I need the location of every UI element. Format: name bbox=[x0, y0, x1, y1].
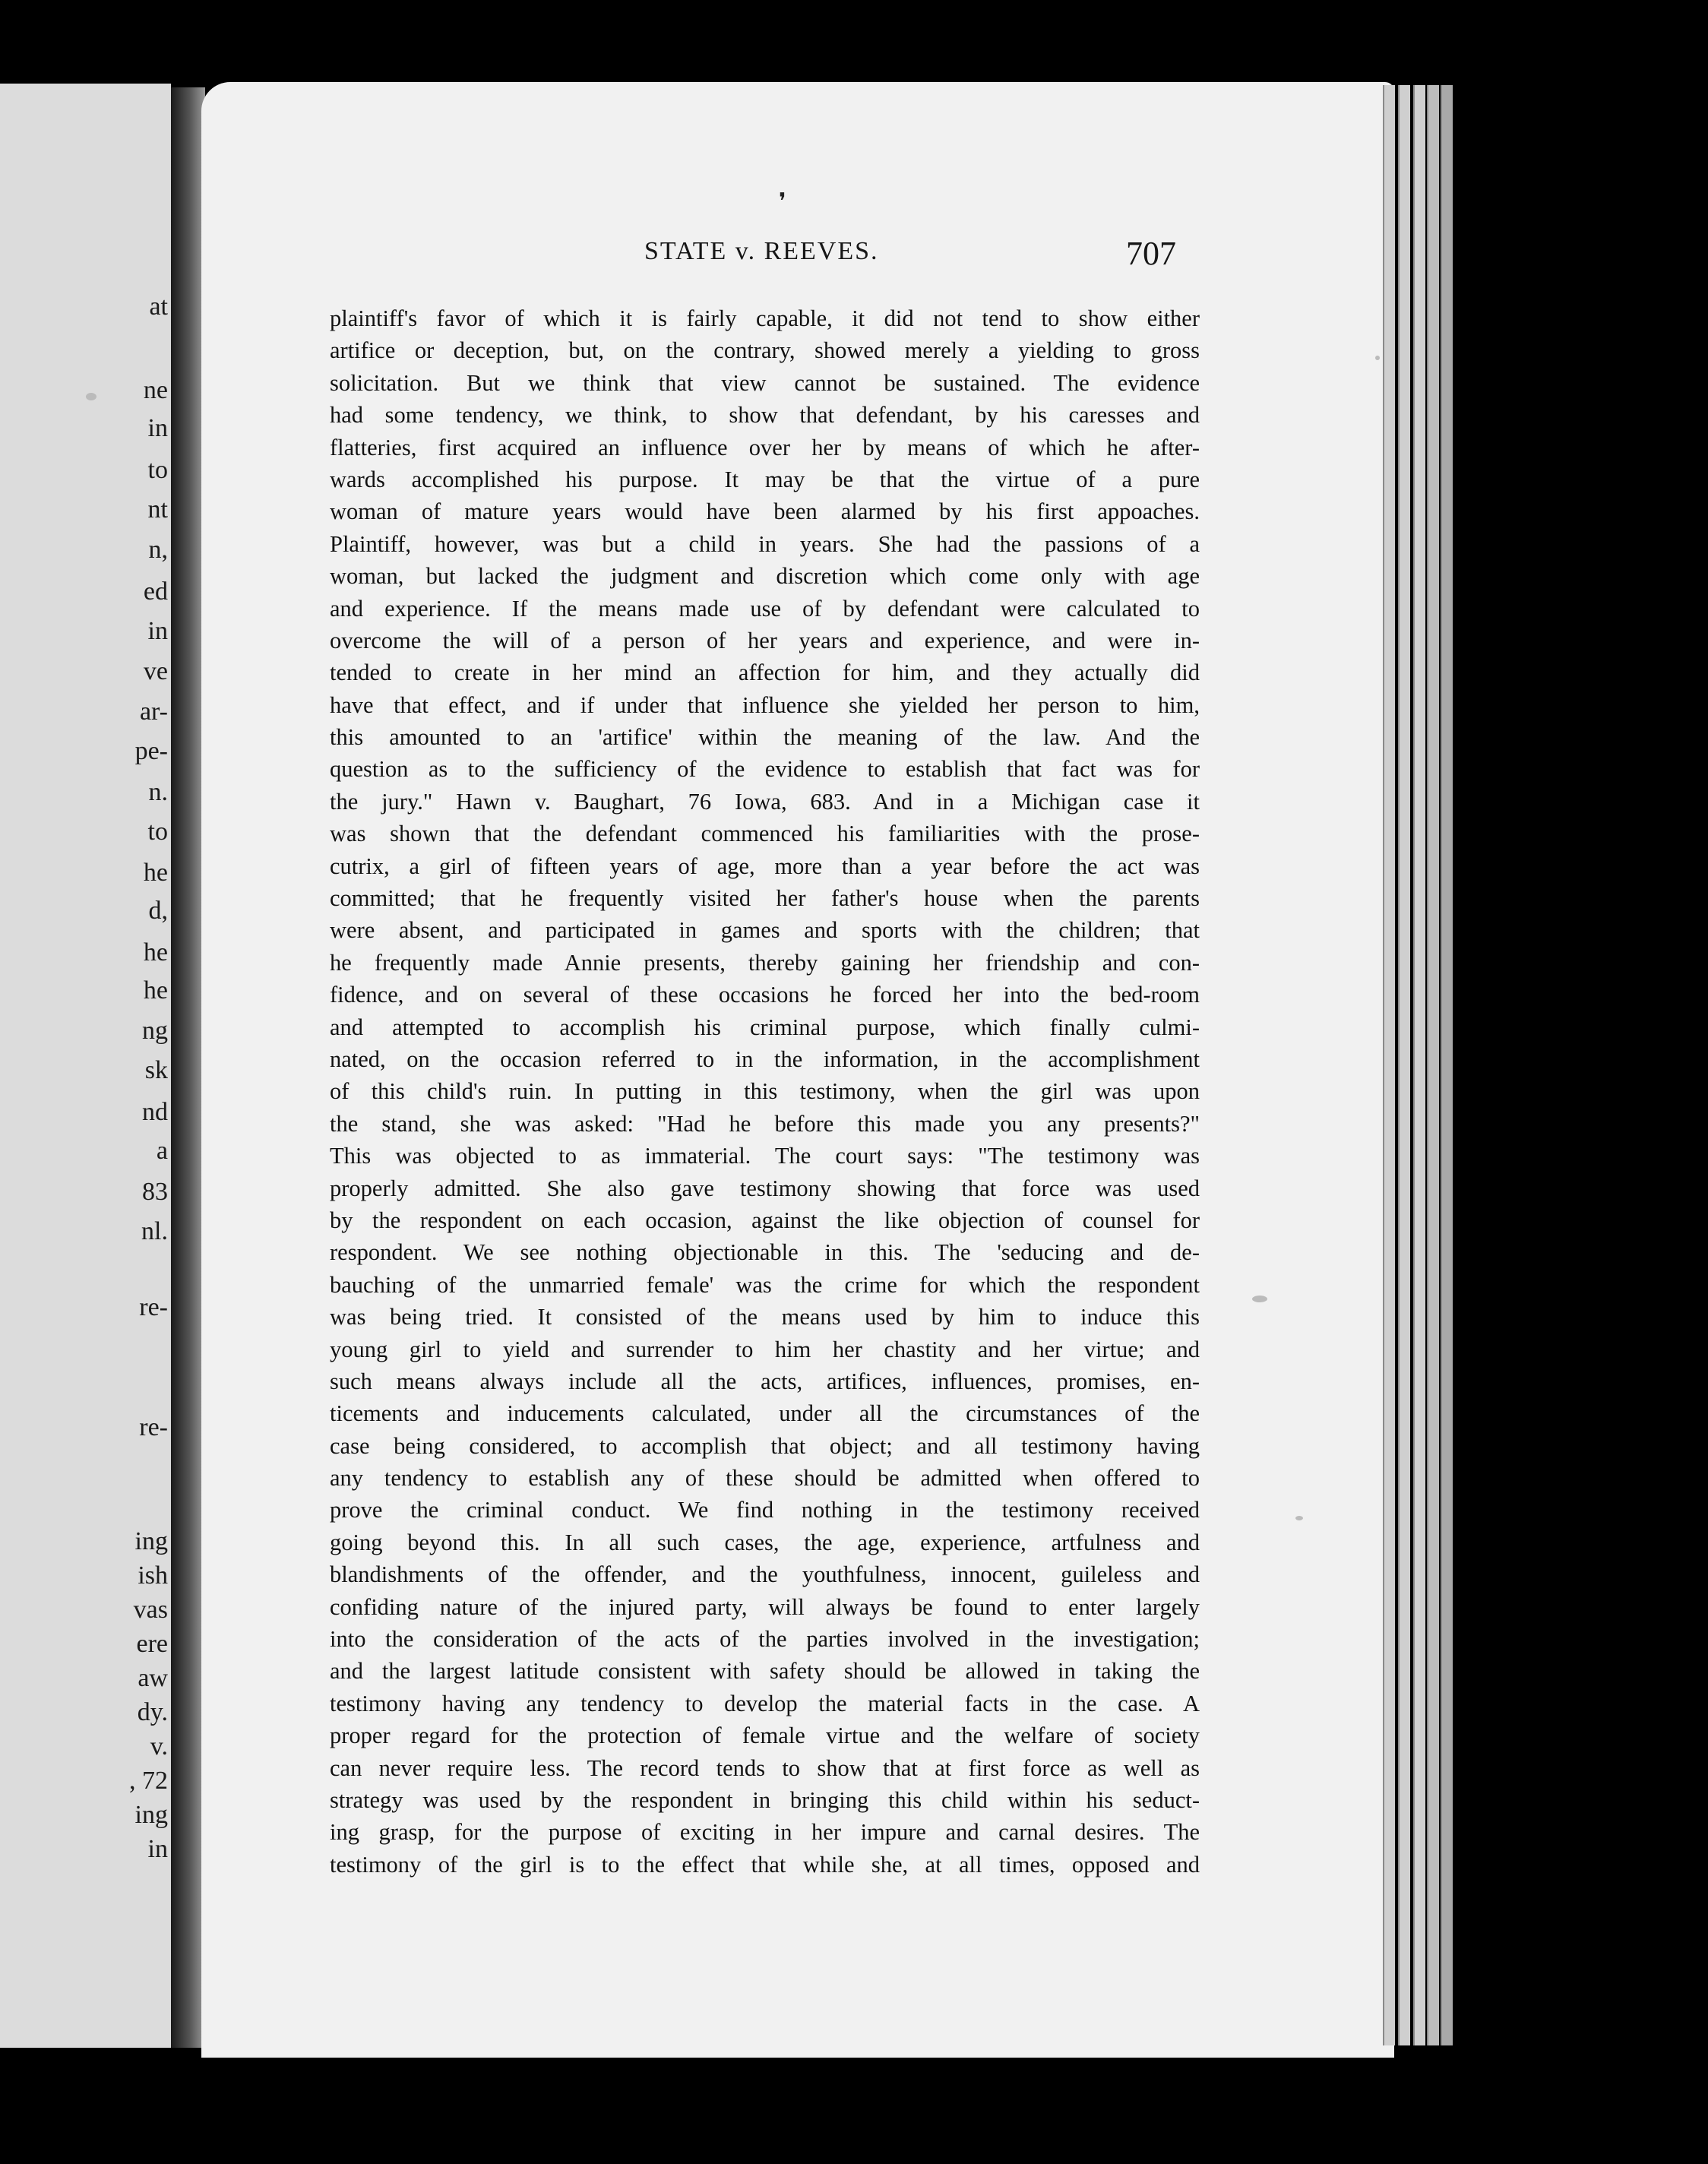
left-page-fragment: to bbox=[147, 818, 168, 846]
text-line: committed; that he frequently visited her father's house when the parents bbox=[330, 885, 1200, 912]
left-page-fragment: a bbox=[156, 1137, 168, 1165]
text-line: bauching of the unmarried female' was the crime for which the respondent bbox=[330, 1271, 1200, 1298]
text-line: have that effect, and if under that influence she yielded her person to him, bbox=[330, 691, 1200, 718]
text-line: cutrix, a girl of fifteen years of age, more than a year before the act was bbox=[330, 853, 1200, 879]
left-page-fragment: he bbox=[143, 938, 168, 967]
left-page-fragment: pe- bbox=[134, 737, 168, 765]
left-page-fragment: dy. bbox=[137, 1698, 168, 1726]
text-line: respondent. We see nothing objectionable in this. The 'seducing and de- bbox=[330, 1239, 1200, 1266]
text-line: going beyond this. In all such cases, the age, experience, artfulness and bbox=[330, 1529, 1200, 1555]
text-line: Plaintiff, however, was but a child in years. She had the passions of a bbox=[330, 530, 1200, 557]
page-number: 707 bbox=[1126, 235, 1176, 272]
text-line: case being considered, to accomplish that object; and all testimony having bbox=[330, 1432, 1200, 1459]
page-edges bbox=[1383, 85, 1463, 2045]
left-page-fragment: ed bbox=[143, 577, 168, 606]
text-line: overcome the will of a person of her years and experience, and were in- bbox=[330, 627, 1200, 653]
left-page-fragment: aw bbox=[138, 1664, 168, 1692]
text-line: nated, on the occasion referred to in the information, in the accomplishment bbox=[330, 1046, 1200, 1072]
left-page-fragment: v. bbox=[150, 1732, 168, 1761]
text-line: into the consideration of the acts of the parties involved in the investigation; bbox=[330, 1626, 1200, 1653]
text-line: artifice or deception, but, on the contrary, showed merely a yielding to gross bbox=[330, 337, 1200, 364]
text-line: young girl to yield and surrender to him her chastity and her virtue; and bbox=[330, 1336, 1200, 1362]
left-page-fragment: he bbox=[143, 859, 168, 887]
text-line: confiding nature of the injured party, will always be found to enter largely bbox=[330, 1593, 1200, 1620]
left-page-fragment: nl. bbox=[141, 1217, 168, 1245]
text-line: strategy was used by the respondent in bringing this child within his seduct- bbox=[330, 1786, 1200, 1813]
text-line: was shown that the defendant commenced his familiarities with the prose- bbox=[330, 821, 1200, 847]
text-line: tended to create in her mind an affection for him, and they actually did bbox=[330, 660, 1200, 686]
text-line: properly admitted. She also gave testimony showing that force was used bbox=[330, 1175, 1200, 1201]
text-line: question as to the sufficiency of the evidence to establish that fact was for bbox=[330, 756, 1200, 783]
left-page-fragment: , 72 bbox=[129, 1767, 168, 1795]
left-page-fragment: at bbox=[149, 293, 168, 321]
text-line: plaintiff's favor of which it is fairly capable, it did not tend to show either bbox=[330, 305, 1200, 331]
text-line: the jury." Hawn v. Baughart, 76 Iowa, 683. And in a Michigan case it bbox=[330, 788, 1200, 815]
left-page-fragment: re- bbox=[139, 1413, 168, 1441]
text-line: this amounted to an 'artifice' within the meaning of the law. And the bbox=[330, 724, 1200, 751]
left-page-fragment: n. bbox=[148, 778, 168, 806]
ink-mark: ❜ bbox=[779, 189, 786, 214]
text-line: wards accomplished his purpose. It may be that the virtue of a pure bbox=[330, 466, 1200, 492]
book-gutter bbox=[171, 87, 205, 2048]
text-line: woman, but lacked the judgment and discretion which come only with age bbox=[330, 563, 1200, 590]
left-page-fragment: ere bbox=[136, 1630, 168, 1658]
text-line: such means always include all the acts, artifices, influences, promises, en- bbox=[330, 1368, 1200, 1394]
left-page-fragment: d, bbox=[148, 897, 168, 925]
left-page-fragment: ne bbox=[143, 376, 168, 404]
text-line: blandishments of the offender, and the youthfulness, innocent, guileless and bbox=[330, 1561, 1200, 1588]
left-page-fragment: vas bbox=[133, 1596, 168, 1624]
text-line: the stand, she was asked: "Had he before this made you any presents?" bbox=[330, 1110, 1200, 1137]
text-line: fidence, and on several of these occasions he forced her into the bed-room bbox=[330, 982, 1200, 1008]
left-page-fragment: in bbox=[147, 414, 168, 442]
text-line: he frequently made Annie presents, thereby gaining her friendship and con- bbox=[330, 949, 1200, 976]
text-line: testimony having any tendency to develop the material facts in the case. A bbox=[330, 1690, 1200, 1716]
text-line: by the respondent on each occasion, against the like objection of counsel for bbox=[330, 1207, 1200, 1233]
left-page-fragment: in bbox=[147, 1835, 168, 1863]
text-line: woman of mature years would have been alarmed by his first appoaches. bbox=[330, 498, 1200, 525]
running-head: STATE v. REEVES. bbox=[644, 237, 879, 265]
left-page-fragment: sk bbox=[144, 1056, 168, 1084]
text-line: any tendency to establish any of these should be admitted when offered to bbox=[330, 1465, 1200, 1492]
left-page-fragment: ish bbox=[138, 1561, 168, 1590]
left-page-fragment: ar- bbox=[139, 698, 168, 726]
text-line: were absent, and participated in games and sports with the children; that bbox=[330, 917, 1200, 944]
body-text bbox=[330, 302, 1200, 1881]
left-page-fragment: 83 bbox=[142, 1178, 168, 1206]
text-line: This was objected to as immaterial. The court says: "The testimony was bbox=[330, 1143, 1200, 1169]
text-line: proper regard for the protection of female virtue and the welfare of society bbox=[330, 1723, 1200, 1749]
left-page-fragment: ing bbox=[134, 1801, 168, 1829]
text-line: ing grasp, for the purpose of exciting in her impure and carnal desires. The bbox=[330, 1819, 1200, 1846]
text-line: ticements and inducements calculated, under all the circumstances of the bbox=[330, 1400, 1200, 1427]
left-page-fragment: he bbox=[143, 976, 168, 1004]
left-page-fragment: ve bbox=[143, 657, 168, 685]
left-page-fragment: in bbox=[147, 617, 168, 645]
left-page-fragment: nd bbox=[142, 1098, 168, 1126]
left-page-fragment: ng bbox=[142, 1017, 168, 1045]
left-page-fragment: n, bbox=[148, 536, 168, 564]
text-line: solicitation. But we think that view cannot be sustained. The evidence bbox=[330, 369, 1200, 396]
text-line: prove the criminal conduct. We find nothing in the testimony received bbox=[330, 1497, 1200, 1523]
left-page-fragment: to bbox=[147, 456, 168, 484]
left-page-fragment: nt bbox=[147, 495, 168, 524]
text-line: testimony of the girl is to the effect that while she, at all times, opposed and bbox=[330, 1851, 1200, 1878]
text-line: of this child's ruin. In putting in this testimony, when the girl was upon bbox=[330, 1078, 1200, 1105]
text-line: can never require less. The record tends to show that at first force as well as bbox=[330, 1754, 1200, 1781]
text-line: had some tendency, we think, to show that defendant, by his caresses and bbox=[330, 402, 1200, 429]
text-line: and experience. If the means made use of by defendant were calculated to bbox=[330, 595, 1200, 622]
text-line: flatteries, first acquired an influence over her by means of which he after- bbox=[330, 434, 1200, 460]
text-line: was being tried. It consisted of the means used by him to induce this bbox=[330, 1304, 1200, 1330]
left-page-fragment: ing bbox=[134, 1527, 168, 1555]
left-page-fragment: re- bbox=[139, 1293, 168, 1321]
left-page-edge bbox=[0, 84, 171, 2048]
text-line: and attempted to accomplish his criminal purpose, which finally culmi- bbox=[330, 1014, 1200, 1040]
text-line: and the largest latitude consistent with safety should be allowed in taking the bbox=[330, 1658, 1200, 1685]
